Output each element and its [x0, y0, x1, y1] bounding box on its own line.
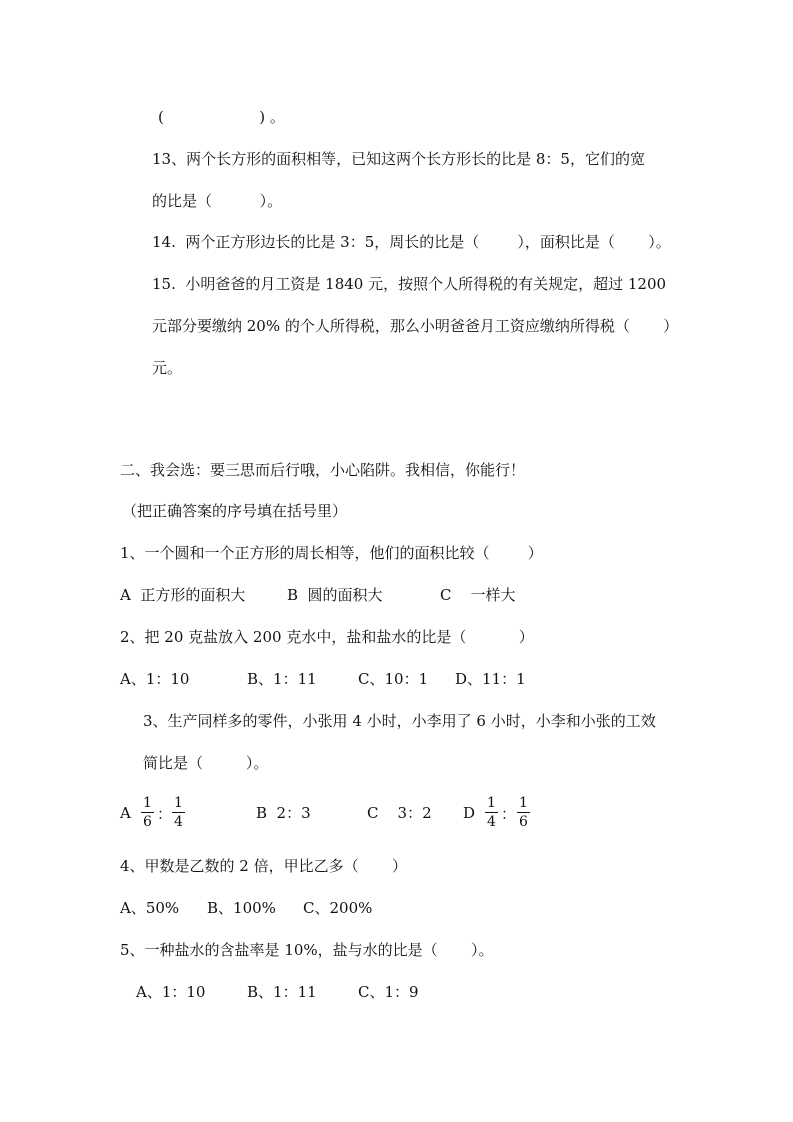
q1-option-c: C 一样大 [440, 586, 516, 604]
question-14: 14. 两个正方形边长的比是 3：5，周长的比是（ ），面积比是（ ）。 [152, 233, 671, 251]
q1-option-b: B 圆的面积大 [287, 586, 383, 604]
q3-option-a-label: A [120, 804, 131, 822]
section-heading: 二、我会选：要三思而后行哦，小心陷阱。我相信，你能行！ [120, 461, 526, 479]
q2-option-a: A、1：10 [120, 670, 190, 688]
q5-option-c: C、1：9 [358, 983, 419, 1001]
fraction-denominator: 6 [519, 814, 528, 830]
q3-option-b: B 2：3 [256, 804, 311, 822]
choice-question-4: 4、甲数是乙数的 2 倍，甲比乙多（ ） [120, 857, 408, 875]
question-15-line2: 元部分要缴纳 20% 的个人所得税，那么小明爸爸月工资应缴纳所得税（ ） [152, 317, 679, 335]
q5-option-a: A、1：10 [136, 983, 206, 1001]
q4-option-c: C、200% [303, 899, 373, 917]
question-13-line1: 13、两个长方形的面积相等，已知这两个长方形长的比是 8：5，它们的宽 [152, 150, 645, 168]
ratio-colon: ： [501, 805, 517, 823]
q5-option-b: B、1：11 [247, 983, 317, 1001]
fraction-denominator: 6 [143, 814, 152, 830]
choice-question-3-line2: 简比是（ ）。 [143, 754, 269, 772]
question-13-line2: 的比是（ ）。 [152, 192, 283, 210]
fraction-numerator: 1 [143, 795, 152, 811]
q3-option-d-fraction-1 [485, 794, 498, 831]
fraction-denominator: 4 [487, 814, 496, 830]
ratio-colon: ： [157, 805, 173, 823]
q4-option-b: B、100% [207, 899, 276, 917]
q3-option-a-fraction-1 [141, 794, 154, 831]
section-instruction: （把正确答案的序号填在括号里） [122, 502, 348, 520]
q3-option-c: C 3：2 [367, 804, 432, 822]
fraction-numerator: 1 [174, 795, 183, 811]
q3-option-d-label: D [463, 804, 476, 822]
question-15-line3: 元。 [152, 359, 183, 377]
fraction-denominator: 4 [174, 814, 183, 830]
q2-option-c: C、10：1 [358, 670, 429, 688]
question-15-line1: 15. 小明爸爸的月工资是 1840 元，按照个人所得税的有关规定，超过 1200 [152, 275, 667, 293]
fraction-numerator: 1 [519, 795, 528, 811]
choice-question-2: 2、把 20 克盐放入 200 克水中，盐和盐水的比是（ ） [120, 628, 534, 646]
q1-option-a: A 正方形的面积大 [120, 586, 246, 604]
q3-option-d-fraction-2 [517, 794, 530, 831]
choice-question-3-line1: 3、生产同样多的零件，小张用 4 小时，小李用了 6 小时，小李和小张的工效 [143, 712, 656, 730]
q2-option-d: D、11：1 [455, 670, 526, 688]
q2-option-b: B、1：11 [247, 670, 317, 688]
choice-question-5: 5、一种盐水的含盐率是 10%，盐与水的比是（ ）。 [120, 941, 494, 959]
fraction-numerator: 1 [487, 795, 496, 811]
blank-line: ( ) 。 [158, 108, 285, 126]
q4-option-a: A、50% [120, 899, 180, 917]
q3-option-a-fraction-2 [172, 794, 185, 831]
choice-question-1: 1、一个圆和一个正方形的周长相等，他们的面积比较（ ） [120, 544, 543, 562]
